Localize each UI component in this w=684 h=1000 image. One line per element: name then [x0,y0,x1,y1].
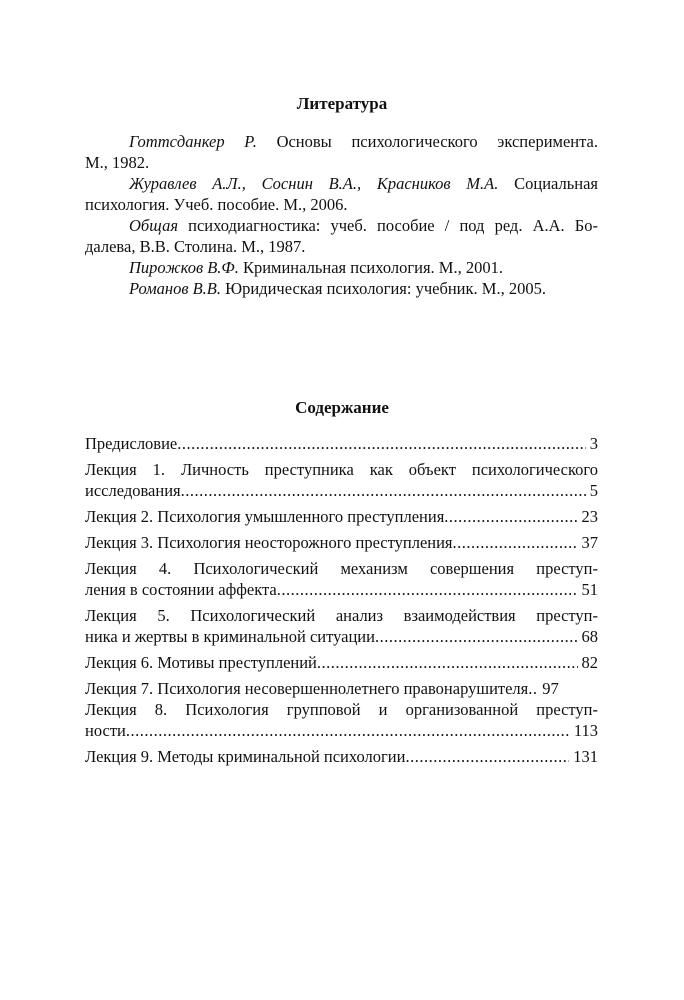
literature-entry [85,257,598,278]
toc-item-title: Лекция 8. Психология групповой и организованной преступ- [85,700,598,719]
toc-item-title: Лекция 5. Психологический анализ взаимодействия преступ- [85,606,598,625]
toc-leader [528,678,538,699]
toc-page-number: 3 [589,434,598,453]
toc-leader [317,652,578,673]
toc-item[interactable] [85,678,598,699]
toc-item[interactable] [85,558,598,600]
toc-item[interactable] [85,605,598,647]
literature-text: Юридическая психология: учебник. М., 2005. [221,279,546,298]
literature-text: психодиагностика: учеб. пособие / под ред. А.А. Бо- [178,216,598,235]
toc-page-number: 131 [573,747,598,766]
toc-item[interactable] [85,506,598,527]
toc-page-number: 97 [542,679,559,698]
literature-entry-continuation [85,194,598,215]
toc-item-title: Предисловие [85,434,178,453]
toc-item-title-continuation: ления в состоянии аффекта [85,580,277,599]
toc-item-title-continuation: ности [85,721,126,740]
literature-entry [85,215,598,236]
toc-leader [177,433,586,454]
toc-item-title: Лекция 9. Методы криминальной психологии [85,747,406,766]
literature-text: М., 1982. [85,153,150,172]
literature-list [85,131,598,299]
toc-item-title: Лекция 3. Психология неосторожного преступления [85,533,453,552]
literature-heading: Литература [296,94,388,113]
toc-item-title-continuation: исследования [85,481,181,500]
toc-page-number: 82 [581,653,598,672]
toc-item[interactable] [85,459,598,501]
literature-text: Основы психологического эксперимента. [256,132,598,151]
toc-item[interactable] [85,699,598,741]
toc-item[interactable] [85,532,598,553]
toc-page-number: 68 [581,627,598,646]
toc-item-title-continuation: ника и жертвы в криминальной ситуации [85,627,375,646]
toc-item-title: Лекция 4. Психологический механизм совершения преступ- [85,559,598,578]
literature-entry-continuation [85,152,598,173]
toc-leader [277,579,578,600]
toc-leader [126,720,570,741]
literature-entry-continuation [85,236,598,257]
toc-page-number: 113 [573,721,598,740]
literature-entry [85,173,598,194]
literature-text: далева, В.В. Столина. М., 1987. [85,237,306,256]
literature-text: психология. Учеб. пособие. М., 2006. [85,195,348,214]
toc-page-number: 51 [581,580,598,599]
toc-leader [181,480,586,501]
toc-item-title: Лекция 1. Личность преступника как объект психологического [85,460,598,479]
contents-heading: Содержание [295,398,389,417]
toc-page-number: 37 [581,533,598,552]
toc-item-title: Лекция 7. Психология несовершеннолетнего правонарушителя [85,679,529,698]
toc-item[interactable] [85,433,598,454]
toc-page-number: 5 [589,481,598,500]
literature-entry [85,131,598,152]
toc-item-title: Лекция 2. Психология умышленного преступления [85,507,445,526]
toc-leader [375,626,578,647]
literature-text: Социальная [498,174,599,193]
literature-author: Журавлев А.Л., Соснин В.А., Красников М.А. [129,174,499,193]
toc-item-title: Лекция 6. Мотивы преступлений [85,653,317,672]
literature-text: Криминальная психология. М., 2001. [238,258,503,277]
toc-item[interactable] [85,746,598,767]
literature-author: Общая [129,216,179,235]
literature-entry [85,278,598,299]
toc-leader [444,506,577,527]
contents-list [85,433,598,767]
toc-item[interactable] [85,652,598,673]
toc-leader [405,746,569,767]
literature-author: Готтсданкер Р. [129,132,257,151]
toc-page-number: 23 [581,507,598,526]
toc-leader [453,532,578,553]
literature-author: Пирожков В.Ф. [129,258,239,277]
literature-author: Романов В.В. [129,279,222,298]
